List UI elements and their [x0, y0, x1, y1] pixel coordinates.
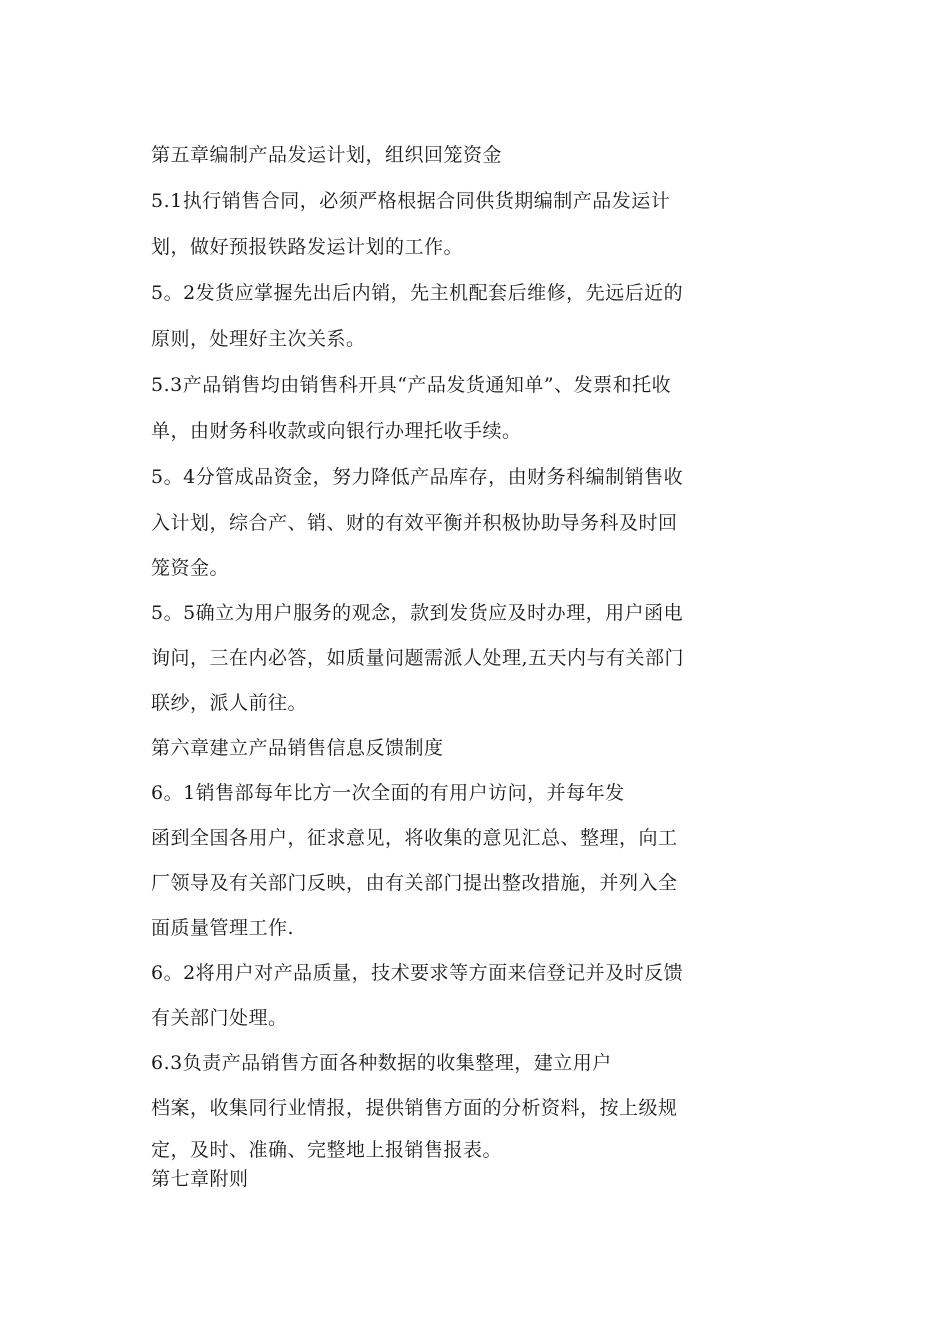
paragraph-line: 5.1执行销售合同，必须严格根据合同供货期编制产品发运计: [151, 190, 671, 212]
paragraph-line: 有关部门处理。: [151, 1007, 288, 1029]
paragraph-line: 原则，处理好主次关系。: [151, 328, 366, 350]
paragraph-line: 定，及时、准确、完整地上报销售报表。: [151, 1139, 503, 1161]
chapter-7-heading: 第七章附则: [151, 1168, 249, 1190]
paragraph-line: 5。4分管成品资金，努力降低产品库存，由财务科编制销售收: [151, 466, 684, 488]
paragraph-line: 6。2将用户对产品质量，技术要求等方面来信登记并及时反馈: [151, 962, 684, 984]
chapter-5-heading: 第五章编制产品发运计划，组织回笼资金: [151, 144, 503, 166]
paragraph-line: 6.3负责产品销售方面各种数据的收集整理，建立用户: [151, 1052, 612, 1074]
paragraph-line: 面质量管理工作.: [151, 917, 295, 939]
chapter-6-heading: 第六章建立产品销售信息反馈制度: [151, 737, 444, 759]
paragraph-line: 函到全国各用户，征求意见，将收集的意见汇总、整理，向工: [151, 827, 678, 849]
paragraph-line: 联纱，派人前往。: [151, 692, 308, 714]
paragraph-line: 5.3产品销售均由销售科开具“产品发货通知单”、发票和托收: [151, 374, 672, 396]
paragraph-line: 入计划，综合产、销、财的有效平衡并积极协助导务科及时回: [151, 512, 678, 534]
paragraph-line: 厂领导及有关部门反映，由有关部门提出整改措施，并列入全: [151, 872, 678, 894]
paragraph-line: 5。5确立为用户服务的观念，款到发货应及时办理，用户函电: [151, 602, 684, 624]
paragraph-line: 单，由财务科收款或向银行办理托收手续。: [151, 420, 522, 442]
paragraph-line: 划，做好预报铁路发运计划的工作。: [151, 236, 464, 258]
paragraph-line: 档案，收集同行业情报，提供销售方面的分析资料，按上级规: [151, 1097, 678, 1119]
paragraph-line: 5。2发货应掌握先出后内销，先主机配套后维修，先远后近的: [151, 282, 684, 304]
paragraph-line: 笼资金。: [151, 557, 230, 579]
paragraph-line: 询问，三在内必答，如质量问题需派人处理,五天内与有关部门: [151, 647, 685, 669]
paragraph-line: 6。1销售部每年比方一次全面的有用户访问，并每年发: [151, 782, 625, 804]
